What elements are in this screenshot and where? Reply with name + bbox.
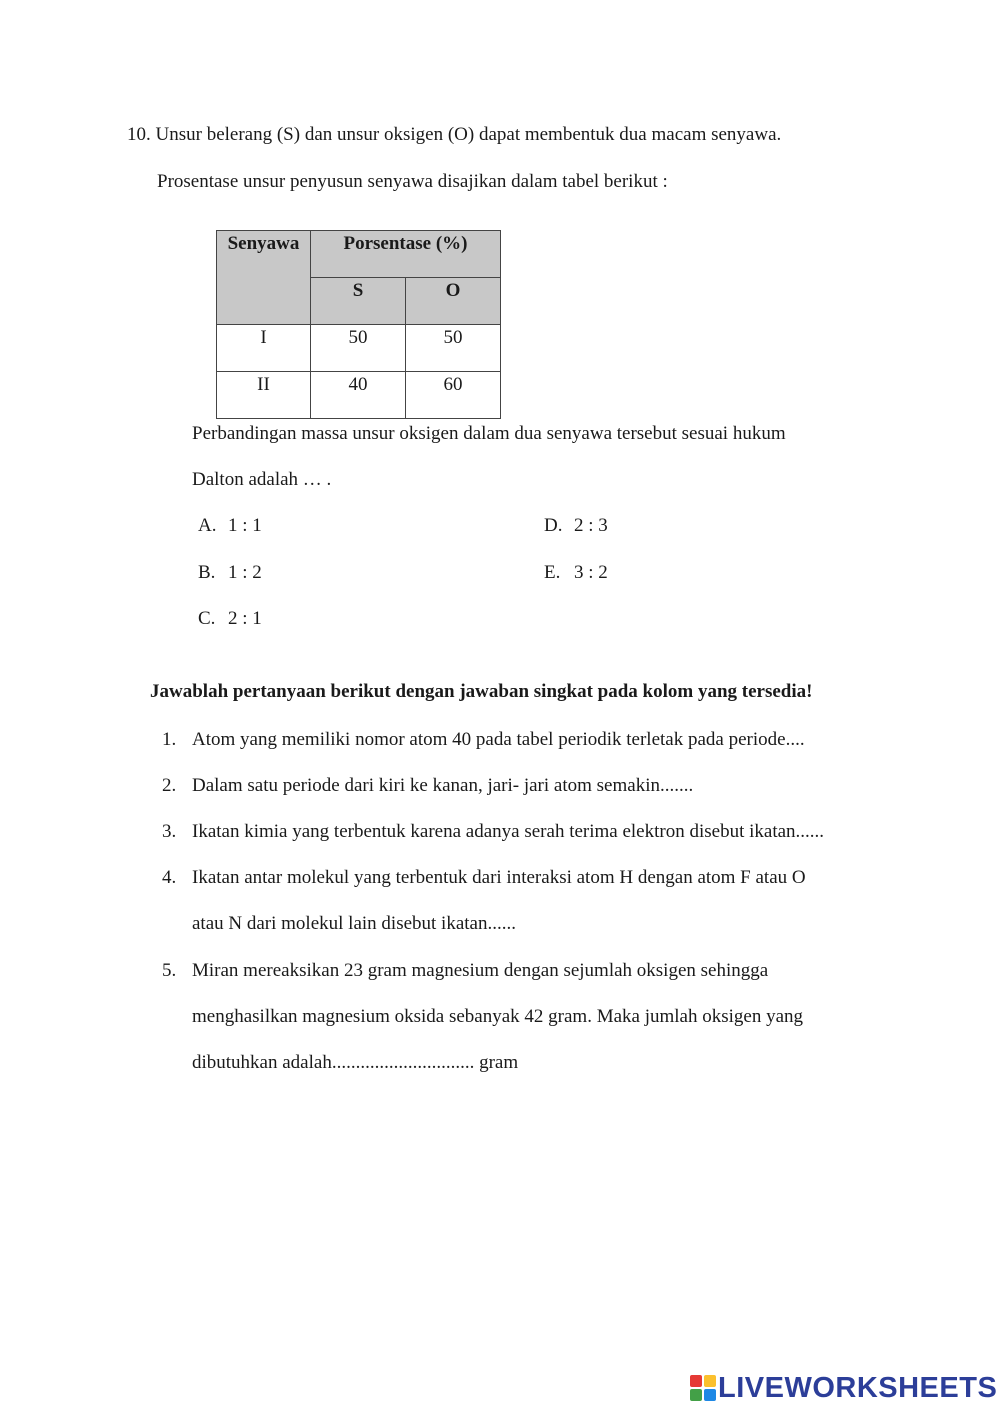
question-10-prompt-line2: Dalton adalah … . [192, 469, 332, 490]
cell-senyawa: I [217, 325, 311, 372]
logo-text: LIVEWORKSHEETS [718, 1371, 998, 1404]
item-text: Dalam satu periode dari kiri ke kanan, jari- jari atom semakin....... [192, 775, 694, 796]
option-letter: E. [544, 562, 561, 583]
header-senyawa: Senyawa [217, 231, 311, 325]
item-text: Miran mereaksikan 23 gram magnesium dengan sejumlah oksigen sehingga [192, 960, 769, 981]
question-10-prompt-line1: Perbandingan massa unsur oksigen dalam dua senyawa tersebut sesuai hukum [192, 423, 786, 444]
option-text: 2 : 1 [228, 608, 262, 629]
question-text: Unsur belerang (S) dan unsur oksigen (O) dapat membentuk dua macam senyawa. [155, 124, 782, 145]
cell-o: 60 [406, 372, 501, 419]
header-o: O [406, 278, 501, 325]
item-number: 4. [162, 867, 177, 888]
percentage-table [216, 230, 501, 419]
item-text: Atom yang memiliki nomor atom 40 pada tabel periodik terletak pada periode.... [192, 729, 805, 750]
option-text: 1 : 1 [228, 515, 262, 536]
option-letter: B. [198, 562, 216, 583]
option-b[interactable] [198, 562, 262, 584]
table-row [217, 325, 501, 372]
item-text: Ikatan kimia yang terbentuk karena adanya serah terima elektron disebut ikatan...... [192, 821, 825, 842]
option-a[interactable] [198, 515, 262, 537]
cell-s: 40 [311, 372, 406, 419]
logo-square [690, 1375, 702, 1387]
item-number: 2. [162, 775, 177, 796]
question-number: 10. [127, 124, 151, 145]
option-letter: A. [198, 515, 217, 536]
cell-senyawa: II [217, 372, 311, 419]
item-text: atau N dari molekul lain disebut ikatan...... [192, 913, 516, 934]
option-letter: D. [544, 515, 563, 536]
option-e[interactable] [544, 562, 608, 584]
question-10-intro [127, 124, 781, 146]
logo-square [704, 1375, 716, 1387]
option-d[interactable] [544, 515, 608, 537]
cell-s: 50 [311, 325, 406, 372]
option-c[interactable] [198, 608, 262, 630]
logo-square [690, 1389, 702, 1401]
item-text: dibutuhkan adalah.............................. gram [192, 1052, 519, 1073]
question-10-table-intro: Prosentase unsur penyusun senyawa disajikan dalam tabel berikut : [157, 171, 668, 192]
option-letter: C. [198, 608, 216, 629]
logo-mark-icon [690, 1375, 716, 1401]
logo-square [704, 1389, 716, 1401]
header-s: S [311, 278, 406, 325]
short-answer-instruction: Jawablah pertanyaan berikut dengan jawaban singkat pada kolom yang tersedia! [150, 681, 813, 702]
item-number: 5. [162, 960, 177, 981]
cell-o: 50 [406, 325, 501, 372]
item-text: menghasilkan magnesium oksida sebanyak 42 gram. Maka jumlah oksigen yang [192, 1006, 804, 1027]
liveworksheets-logo [690, 1373, 997, 1403]
item-number: 1. [162, 729, 177, 750]
table-row [217, 372, 501, 419]
item-number: 3. [162, 821, 177, 842]
item-text: Ikatan antar molekul yang terbentuk dari interaksi atom H dengan atom F atau O [192, 867, 806, 888]
option-text: 1 : 2 [228, 562, 262, 583]
header-porsentase: Porsentase (%) [311, 231, 501, 278]
option-text: 3 : 2 [574, 562, 608, 583]
option-text: 2 : 3 [574, 515, 608, 536]
